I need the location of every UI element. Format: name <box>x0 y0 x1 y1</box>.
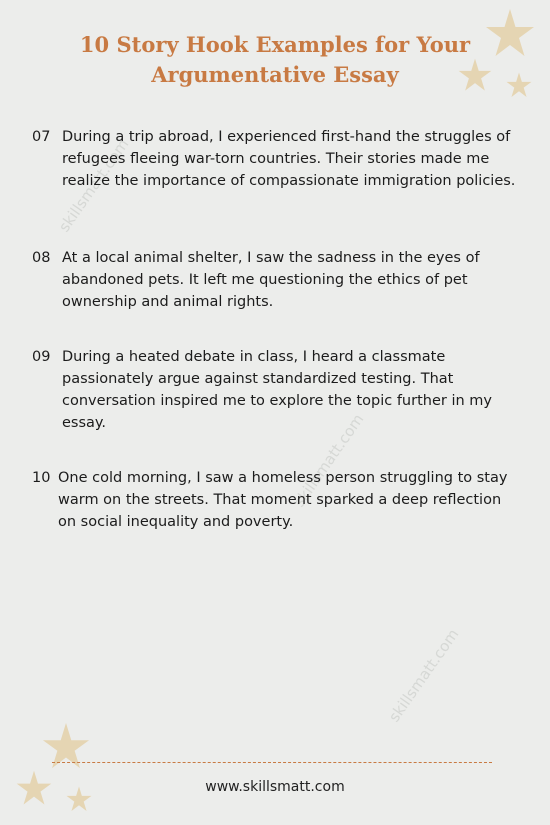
watermark: skillsmatt.com <box>290 410 368 511</box>
item-text: One cold morning, I saw a homeless person struggling to stay warm on the streets. That moment sparked a deep reflection on social inequality and poverty. <box>58 470 508 530</box>
hook-item-09 <box>32 346 522 434</box>
hook-item-10 <box>32 467 522 533</box>
title-line-2: Argumentative Essay <box>151 62 399 87</box>
page-title <box>0 30 550 90</box>
title-line-1: 10 Story Hook Examples for Your <box>79 32 471 57</box>
dashed-divider <box>52 762 492 763</box>
item-text: During a heated debate in class, I heard a classmate passionately argue against standardized testing. That conversation inspired me to explore the topic further in my essay. <box>62 349 492 431</box>
item-text: At a local animal shelter, I saw the sadness in the eyes of abandoned pets. It left me questioning the ethics of pet ownership and animal rights. <box>62 250 480 310</box>
item-text: During a trip abroad, I experienced first-hand the struggles of refugees fleeing war-torn countries. Their stories made me realize the importance of compassionate immigration policies. <box>62 129 516 189</box>
hook-item-07 <box>32 126 522 192</box>
item-number: 07 <box>32 129 51 145</box>
footer-url[interactable]: www.skillsmatt.com <box>205 779 345 795</box>
item-number: 09 <box>32 349 51 365</box>
watermark: skillsmatt.com <box>385 625 463 726</box>
item-number: 10 <box>32 470 51 486</box>
item-number: 08 <box>32 250 51 266</box>
watermark: skillsmatt.com <box>55 135 133 236</box>
hook-item-08 <box>32 247 522 313</box>
